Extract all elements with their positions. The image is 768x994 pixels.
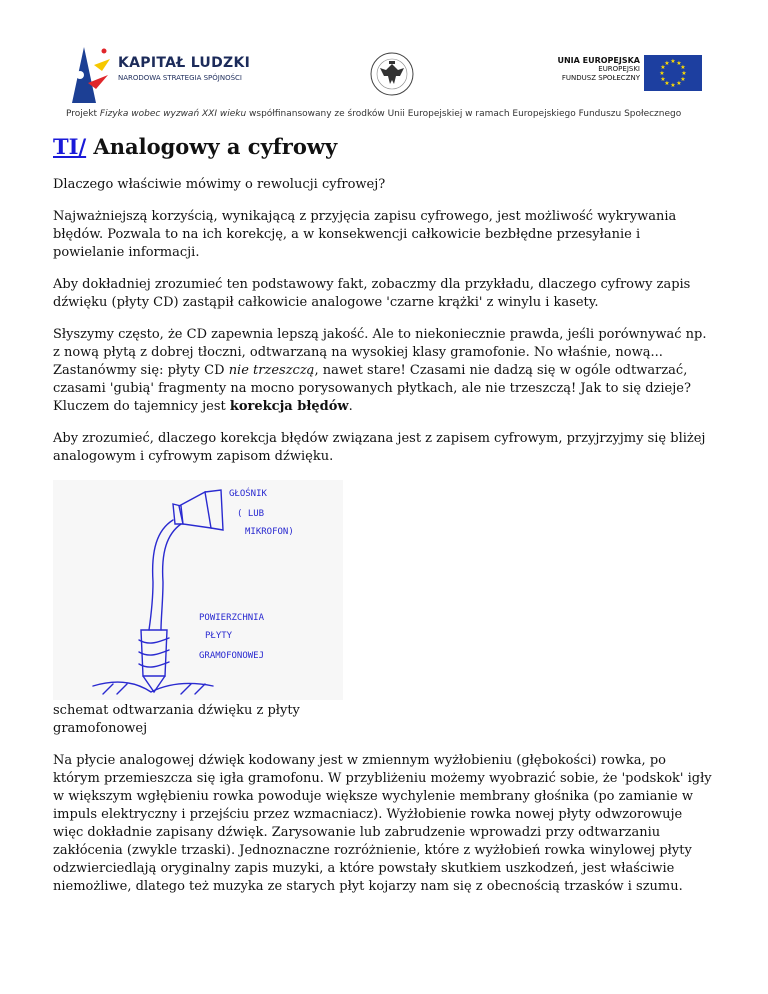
kapital-ludzki-title: KAPITAŁ LUDZKI: [118, 55, 251, 71]
kapital-ludzki-emblem-icon: [66, 45, 114, 105]
sketch-label-microphone: MIKROFON): [245, 527, 294, 537]
figure-turntable-sketch: [53, 480, 343, 738]
svg-text:★: ★: [660, 64, 666, 71]
university-warsaw-logo: [368, 44, 416, 106]
eu-logo: [552, 52, 702, 94]
eu-line-3: FUNDUSZ SPOŁECZNY: [561, 74, 640, 82]
sketch-label-or: ( LUB: [237, 509, 265, 519]
paragraph-4-text-c: .: [348, 399, 353, 414]
svg-text:★: ★: [676, 80, 682, 87]
sketch-label-speaker: GŁOŚNIK: [229, 489, 267, 499]
paragraph-1: Dlaczego właściwie mówimy o rewolucji cyfrowej?: [53, 177, 386, 192]
project-suffix: współfinansowany ze środków Unii Europejskiej w ramach Europejskiego Funduszu Społecznego: [246, 109, 682, 119]
paragraph-4: [53, 326, 715, 416]
svg-text:★: ★: [660, 76, 666, 83]
article-content: [53, 134, 715, 910]
eu-text-block: [557, 56, 640, 83]
paragraph-3: Aby dokładniej zrozumieć ten podstawowy fakt, zobaczmy dla przykładu, dlaczego cyfrowy zapis dźwięku (płyty CD) zastąpił całkowicie analogowe 'czarne krążki' z winylu i kasety.: [53, 277, 691, 310]
sketch-label-record: PŁYTY: [205, 631, 233, 641]
sketch-label-gramophone: GRAMOFONOWEJ: [199, 651, 265, 661]
kapital-ludzki-logo: [66, 45, 256, 105]
project-prefix: Projekt: [66, 109, 100, 119]
svg-text:★: ★: [680, 76, 686, 83]
page-header: [0, 0, 768, 132]
paragraph-2: Najważniejszą korzyścią, wynikającą z przyjęcia zapisu cyfrowego, jest możliwość wykrywania błędów. Pozwala to na ich korekcję, a w konsekwencji całkowicie bezbłędne przesyłanie i powielanie informacji.: [53, 209, 677, 260]
svg-text:★: ★: [659, 70, 665, 77]
svg-text:★: ★: [670, 58, 676, 65]
paragraph-6: Na płycie analogowej dźwięk kodowany jest w zmiennym wyżłobieniu (głębokości) rowka, po którym przemieszcza się igła gramofonu. W przybliżeniu możemy wyobrazić sobie, że 'podskok' igły w większym wgłębieniu rowka powoduje większe wychylenie membrany głośnika (po zamianie w impuls elektryczny i przejściu przez wzmacniacz). Wyżłobienie rowka nowej płyty odwzorowuje więc dokładnie zapisany dźwięk. Zarysowanie lub zabrudzenie wprowadzi przy odtwarzaniu zakłócenia (zwykle trzaski). Jednoznaczne rozróżnienie, które z wyżłobień rowka winylowej płyty odzwierciedlają oryginalny zapis muzyki, a które powstały skutkiem uszkodzeń, jest właściwie niemożliwe, dlatego też muzyka ze starych płyt kojarzy nam się z obecnością trzasków i szumu.: [53, 753, 712, 894]
sketch-label-surface: POWIERZCHNIA: [199, 613, 265, 623]
page-title: [53, 134, 715, 160]
svg-text:★: ★: [676, 60, 682, 67]
paragraph-4-italic: nie trzeszczą: [228, 363, 315, 378]
svg-text:★: ★: [670, 82, 676, 89]
paragraph-4-text-b: , nawet stare! Czasami nie dadzą się w ogóle odtwarzać, czasami 'gubią' fragmenty na mocno porysowanych płytkach, ale nie trzeszczą! Jak to się dzieje? Kluczem do tajemnicy jest: [53, 363, 691, 414]
eu-line-2: EUROPEJSKI: [598, 65, 640, 73]
eu-line-1: UNIA EUROPEJSKA: [557, 56, 640, 65]
svg-text:★: ★: [664, 80, 670, 87]
turntable-needle-sketch: [53, 480, 343, 700]
kapital-ludzki-subtitle: NARODOWA STRATEGIA SPÓJNOŚCI: [118, 74, 242, 82]
svg-text:★: ★: [681, 70, 687, 77]
paragraph-5: Aby zrozumieć, dlaczego korekcja błędów związana jest z zapisem cyfrowym, przyjrzyjmy się bliżej analogowym i cyfrowym zapisom dźwięku.: [53, 431, 706, 464]
project-funding-line: [66, 109, 681, 119]
paragraph-4-text-a: Słyszymy często, że CD zapewnia lepszą jakość. Ale to niekoniecznie prawda, jeśli porównywać np. z nową płytą z dobrej tłoczni, odtwarzaną na wysokiej klasy gramofonie. No właśnie, nową... Zastanówmy się: płyty CD: [53, 327, 707, 378]
eu-flag-icon: [644, 55, 702, 91]
paragraph-4-bold: korekcja błędów: [229, 399, 349, 414]
eagle-emblem-icon: [368, 44, 416, 106]
project-name: Fizyka wobec wyzwań XXI wieku: [99, 109, 247, 119]
svg-text:★: ★: [680, 64, 686, 71]
title-section-link[interactable]: TI/: [53, 134, 87, 159]
svg-text:★: ★: [664, 60, 670, 67]
figure-caption: schemat odtwarzania dźwięku z płyty gramofonowej: [53, 703, 300, 736]
title-text: Analogowy a cyfrowy: [86, 134, 338, 159]
